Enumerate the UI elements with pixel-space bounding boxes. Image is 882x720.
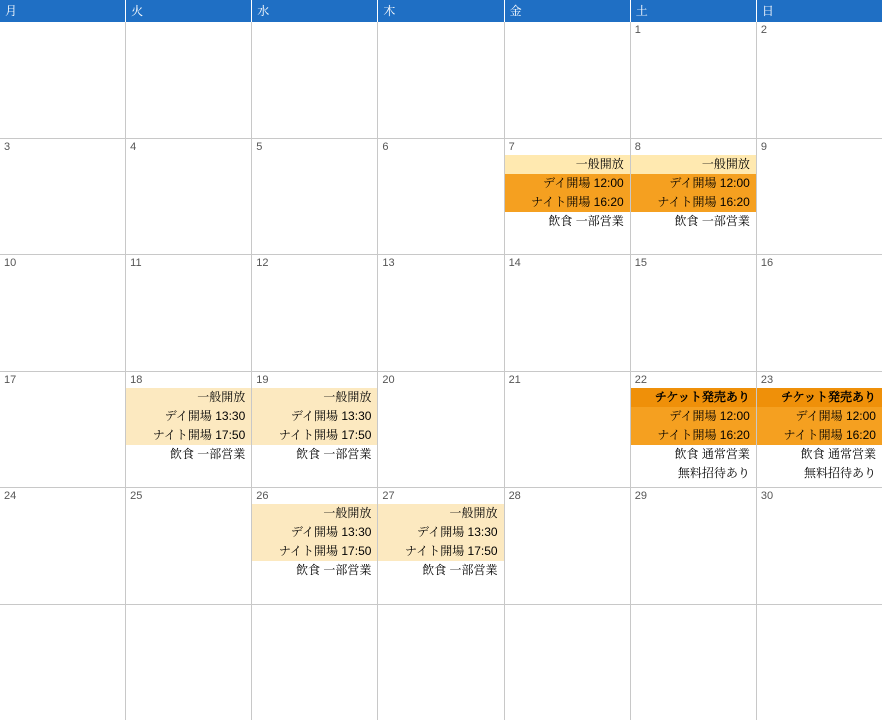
day-events: [252, 36, 377, 138]
day-cell[interactable]: [505, 139, 631, 255]
weekday-header-3: 木: [378, 0, 504, 22]
day-cell[interactable]: [126, 372, 252, 488]
day-number: 23: [760, 373, 774, 386]
day-events: [378, 619, 503, 720]
day-events: [0, 153, 125, 255]
event-item[interactable]: チケット発売あり: [757, 388, 882, 407]
day-cell[interactable]: [126, 488, 252, 604]
day-events: [252, 153, 377, 255]
event-item[interactable]: デイ開場 13:30: [252, 407, 377, 426]
day-number: 3: [4, 140, 11, 153]
day-cell[interactable]: [757, 372, 882, 488]
day-events: [757, 619, 882, 720]
day-cell[interactable]: [0, 605, 126, 720]
day-number: 17: [4, 373, 17, 386]
event-item[interactable]: 飲食 一部営業: [548, 213, 624, 228]
event-item[interactable]: デイ開場 13:30: [378, 523, 503, 542]
event-item[interactable]: ナイト開場 16:20: [505, 193, 630, 212]
event-item[interactable]: 飲食 一部営業: [422, 563, 498, 577]
day-cell[interactable]: [378, 372, 504, 488]
day-cell[interactable]: [252, 605, 378, 720]
weekday-header-6: 日: [761, 4, 774, 18]
event-item[interactable]: 一般開放: [505, 155, 630, 174]
event-item[interactable]: デイ開場 12:00: [505, 174, 630, 193]
event-item[interactable]: デイ開場 12:00: [631, 174, 756, 193]
day-number: 15: [634, 257, 647, 269]
day-events: [126, 269, 251, 371]
day-events: [631, 502, 756, 604]
day-events: [252, 502, 377, 604]
day-events: [0, 386, 125, 488]
day-number: 24: [4, 490, 17, 502]
day-number: 11: [130, 257, 142, 269]
day-cell[interactable]: [631, 139, 757, 255]
event-item[interactable]: 一般開放: [126, 388, 251, 407]
event-item[interactable]: ナイト開場 17:50: [252, 542, 377, 561]
day-cell[interactable]: [505, 488, 631, 604]
day-events: [126, 502, 251, 604]
day-number: 18: [130, 373, 143, 386]
day-events: [0, 269, 125, 371]
weekday-header-0: 月: [0, 0, 126, 22]
day-number: 26: [256, 490, 269, 502]
day-cell[interactable]: [757, 22, 882, 138]
day-events: [378, 36, 503, 138]
day-number: 9: [760, 140, 767, 153]
week-row: [0, 22, 882, 139]
event-item[interactable]: 一般開放: [378, 504, 503, 523]
day-cell[interactable]: [0, 139, 126, 255]
day-events: [505, 619, 630, 720]
day-cell[interactable]: [126, 22, 252, 138]
day-cell[interactable]: [757, 488, 882, 604]
day-number: 20: [382, 373, 395, 386]
day-cell[interactable]: [505, 255, 631, 371]
week-row: [0, 255, 882, 372]
day-events: [126, 619, 251, 720]
day-cell[interactable]: [126, 139, 252, 255]
day-events: [631, 36, 756, 138]
event-item[interactable]: 一般開放: [252, 388, 377, 407]
day-number: 25: [130, 490, 143, 502]
weekday-header-row: [0, 0, 882, 22]
event-item[interactable]: デイ開場 12:00: [631, 407, 756, 426]
day-number: 29: [634, 490, 647, 502]
day-cell[interactable]: [126, 605, 252, 720]
week-row: [0, 488, 882, 605]
day-events: [378, 269, 503, 371]
event-item[interactable]: デイ開場 12:00: [757, 407, 882, 426]
day-number: 5: [256, 140, 263, 153]
event-item[interactable]: デイ開場 13:30: [126, 407, 251, 426]
day-events: [0, 502, 125, 604]
day-cell[interactable]: [757, 139, 882, 255]
event-item[interactable]: デイ開場 13:30: [252, 523, 377, 542]
day-events: [505, 153, 630, 255]
day-events: [757, 153, 882, 255]
event-item[interactable]: ナイト開場 16:20: [631, 193, 756, 212]
day-number: 21: [508, 373, 521, 386]
day-cell[interactable]: [378, 139, 504, 255]
day-events: [505, 269, 630, 371]
day-events: [631, 619, 756, 720]
day-number: 8: [634, 140, 641, 153]
day-events: [126, 153, 251, 255]
week-row: [0, 139, 882, 256]
day-cell[interactable]: [505, 372, 631, 488]
day-cell[interactable]: [631, 372, 757, 488]
day-events: [631, 153, 756, 255]
day-cell[interactable]: [252, 139, 378, 255]
day-events: [631, 269, 756, 371]
day-cell[interactable]: [252, 22, 378, 138]
day-events: [252, 619, 377, 720]
day-number: 4: [130, 140, 137, 153]
day-cell[interactable]: [505, 605, 631, 720]
week-row: [0, 605, 882, 720]
day-cell[interactable]: [505, 22, 631, 138]
day-events: [757, 269, 882, 371]
day-events: [378, 153, 503, 255]
weekday-header-2: 水: [252, 0, 378, 22]
day-number: 12: [256, 257, 269, 269]
event-item[interactable]: ナイト開場 17:50: [252, 426, 377, 445]
day-events: [378, 386, 503, 488]
day-number: 19: [256, 373, 269, 386]
day-events: [252, 269, 377, 371]
day-cell[interactable]: [631, 255, 757, 371]
day-cell[interactable]: [0, 488, 126, 604]
event-item[interactable]: 無料招待あり: [677, 465, 750, 480]
day-number: 28: [508, 490, 521, 502]
day-number: 7: [508, 140, 515, 153]
day-number: 16: [760, 257, 774, 269]
day-cell[interactable]: [0, 372, 126, 488]
day-cell[interactable]: [631, 605, 757, 720]
day-events: [126, 386, 251, 488]
day-number: 27: [382, 490, 395, 502]
week-row: [0, 372, 882, 489]
day-number: 30: [760, 490, 774, 502]
day-cell[interactable]: [757, 255, 882, 371]
day-cell[interactable]: [0, 255, 126, 371]
day-events: [0, 36, 125, 138]
day-cell[interactable]: [378, 22, 504, 138]
day-cell[interactable]: [252, 372, 378, 488]
event-item[interactable]: ナイト開場 17:50: [126, 426, 251, 445]
event-item[interactable]: ナイト開場 16:20: [631, 426, 756, 445]
event-item[interactable]: 飲食 一部営業: [296, 446, 372, 461]
day-events: [505, 36, 630, 138]
day-cell[interactable]: [252, 255, 378, 371]
weekday-header-1: 火: [126, 0, 252, 22]
event-item[interactable]: 一般開放: [252, 504, 377, 523]
day-cell[interactable]: [631, 488, 757, 604]
day-number: 1: [634, 24, 641, 36]
day-number: 10: [4, 257, 17, 269]
day-cell[interactable]: [252, 488, 378, 604]
day-cell[interactable]: [631, 22, 757, 138]
event-item[interactable]: 飲食 通常営業: [800, 446, 876, 461]
day-number: 22: [634, 373, 647, 386]
day-events: [631, 386, 756, 488]
day-number: 13: [382, 257, 395, 269]
day-events: [126, 36, 251, 138]
day-events: [505, 502, 630, 604]
event-item[interactable]: 飲食 一部営業: [169, 446, 246, 461]
event-item[interactable]: チケット発売あり: [631, 388, 756, 407]
event-item[interactable]: 飲食 一部営業: [296, 563, 372, 577]
day-cell[interactable]: [0, 22, 126, 138]
event-item[interactable]: 飲食 通常営業: [674, 446, 750, 461]
day-events: [757, 36, 882, 138]
event-item[interactable]: 無料招待あり: [803, 465, 876, 480]
event-item[interactable]: 飲食 一部営業: [674, 213, 750, 228]
day-cell[interactable]: [378, 488, 504, 604]
event-item[interactable]: ナイト開場 17:50: [378, 542, 503, 561]
event-item[interactable]: 一般開放: [631, 155, 756, 174]
day-number: 2: [760, 24, 767, 36]
event-item[interactable]: ナイト開場 16:20: [757, 426, 882, 445]
weekday-header-5: 土: [631, 0, 757, 22]
day-events: [378, 502, 503, 604]
day-number: 14: [508, 257, 521, 269]
day-events: [505, 386, 630, 488]
day-number: 6: [382, 140, 389, 153]
day-cell[interactable]: [757, 605, 882, 720]
day-cell[interactable]: [126, 255, 252, 371]
day-events: [252, 386, 377, 488]
day-cell[interactable]: [378, 255, 504, 371]
day-cell[interactable]: [378, 605, 504, 720]
calendar-body: [0, 22, 882, 720]
day-events: [0, 619, 125, 720]
day-events: [757, 386, 882, 488]
day-events: [757, 502, 882, 604]
weekday-header-4: 金: [505, 0, 631, 22]
